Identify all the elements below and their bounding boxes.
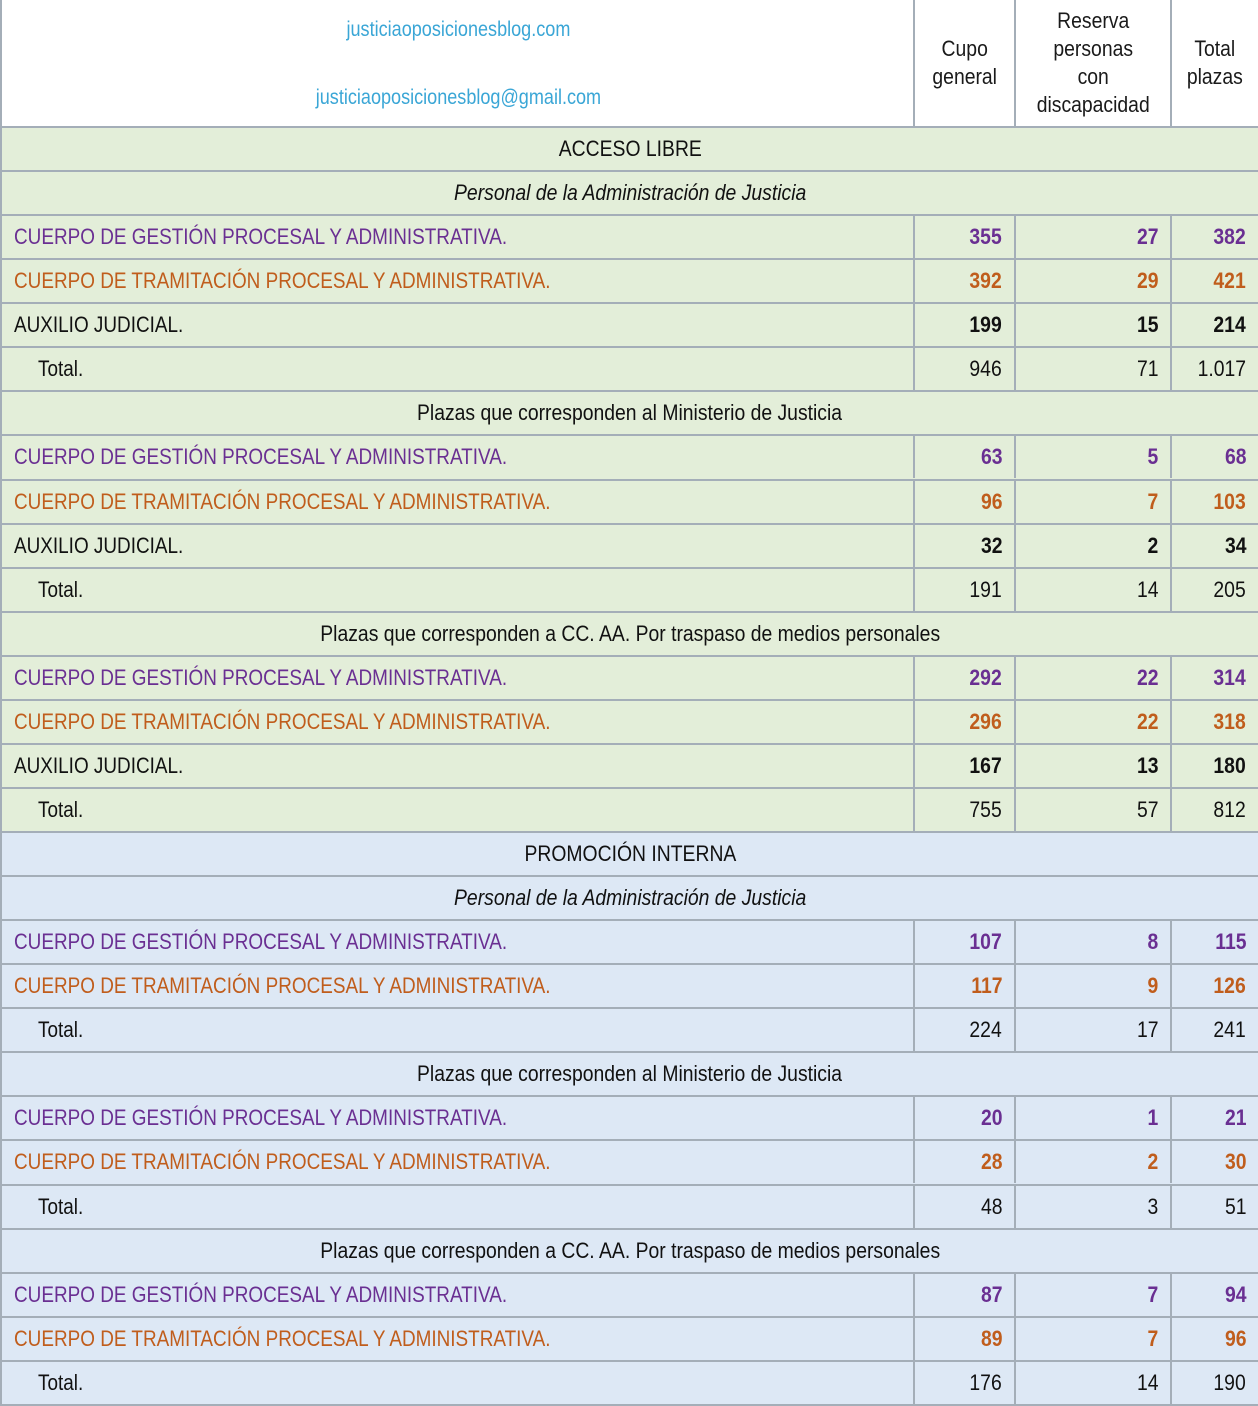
section-header xyxy=(0,128,1258,172)
total-plazas-value-text: 30 xyxy=(1224,1149,1246,1175)
reserva-value xyxy=(1014,525,1170,567)
subsection-header xyxy=(0,877,1258,921)
row-label-text: AUXILIO JUDICIAL. xyxy=(14,532,184,558)
cupo-general-value xyxy=(913,701,1014,743)
subsection-title: Personal de la Administración de Justicia xyxy=(453,180,807,206)
row-label xyxy=(14,436,913,478)
reserva-value-text: 57 xyxy=(1136,796,1158,822)
reserva-value-text: 71 xyxy=(1136,356,1158,382)
cupo-general-value-text: 167 xyxy=(969,752,1002,778)
cupo-general-value-text: 20 xyxy=(980,1105,1002,1131)
total-plazas-value-text: 314 xyxy=(1213,664,1246,690)
row-label-text: CUERPO DE TRAMITACIÓN PROCESAL Y ADMINISTRATIVA. xyxy=(14,488,551,514)
total-plazas-value-text: 214 xyxy=(1213,312,1246,338)
cupo-general-value-text: 96 xyxy=(980,488,1002,514)
total-row xyxy=(0,1362,1258,1406)
total-plazas-value xyxy=(1170,304,1258,346)
cupo-general-value xyxy=(913,789,1014,831)
row-label xyxy=(38,789,937,831)
reserva-value xyxy=(1014,1186,1170,1228)
total-plazas-value-text: 34 xyxy=(1224,532,1246,558)
table-row xyxy=(0,436,1258,480)
subsection-header xyxy=(0,392,1258,436)
total-row xyxy=(0,1186,1258,1230)
column-header-cupo-general-label: Cupo general xyxy=(932,36,997,89)
row-label xyxy=(14,1318,913,1360)
subsection-header xyxy=(0,613,1258,657)
subsection-title: Plazas que corresponden a CC. AA. Por traspaso de medios personales xyxy=(320,620,940,646)
cupo-general-value-text: 89 xyxy=(980,1325,1002,1351)
row-label-text: CUERPO DE TRAMITACIÓN PROCESAL Y ADMINISTRATIVA. xyxy=(14,708,551,734)
total-row xyxy=(0,569,1258,613)
total-plazas-value-text: 103 xyxy=(1213,488,1246,514)
reserva-value xyxy=(1014,965,1170,1007)
cupo-general-value-text: 191 xyxy=(969,576,1002,602)
cupo-general-value-text: 176 xyxy=(969,1369,1002,1395)
total-plazas-value xyxy=(1170,1274,1258,1316)
reserva-value xyxy=(1014,348,1170,390)
cupo-general-value xyxy=(913,436,1014,478)
cupo-general-value xyxy=(913,1274,1014,1316)
cupo-general-value-text: 946 xyxy=(969,356,1002,382)
total-row xyxy=(0,348,1258,392)
reserva-value xyxy=(1014,260,1170,302)
reserva-value-text: 14 xyxy=(1136,1369,1158,1395)
cupo-general-value-text: 107 xyxy=(969,929,1002,955)
row-label-text: Total. xyxy=(38,796,84,822)
total-plazas-value-text: 96 xyxy=(1224,1325,1246,1351)
section-header xyxy=(0,833,1258,877)
reserva-value xyxy=(1014,701,1170,743)
total-plazas-value xyxy=(1170,657,1258,699)
table-row xyxy=(0,525,1258,569)
reserva-value-text: 9 xyxy=(1147,973,1158,999)
total-plazas-value xyxy=(1170,216,1258,258)
total-plazas-value xyxy=(1170,348,1258,390)
table-row xyxy=(0,1274,1258,1318)
reserva-value xyxy=(1014,304,1170,346)
row-label xyxy=(38,1186,937,1228)
total-plazas-value-text: 115 xyxy=(1214,929,1246,955)
row-label xyxy=(14,965,913,1007)
reserva-value xyxy=(1014,1009,1170,1051)
reserva-value xyxy=(1014,921,1170,963)
total-plazas-value xyxy=(1170,745,1258,787)
reserva-value-text: 2 xyxy=(1147,532,1158,558)
subsection-title: Plazas que corresponden al Ministerio de Justicia xyxy=(417,400,843,426)
total-plazas-value xyxy=(1170,1009,1258,1051)
row-label xyxy=(14,921,913,963)
table-row xyxy=(0,657,1258,701)
reserva-value xyxy=(1014,216,1170,258)
cupo-general-value-text: 87 xyxy=(980,1281,1002,1307)
table-header xyxy=(0,0,1258,128)
row-label xyxy=(38,1009,937,1051)
total-plazas-value xyxy=(1170,569,1258,611)
row-label-text: CUERPO DE GESTIÓN PROCESAL Y ADMINISTRATIVA. xyxy=(14,1105,508,1131)
total-plazas-value xyxy=(1170,701,1258,743)
cupo-general-value xyxy=(913,1318,1014,1360)
row-label xyxy=(14,657,913,699)
cupo-general-value xyxy=(913,348,1014,390)
table-row xyxy=(0,965,1258,1009)
reserva-value-text: 22 xyxy=(1136,708,1158,734)
reserva-value xyxy=(1014,1318,1170,1360)
reserva-value-text: 7 xyxy=(1147,1281,1158,1307)
total-plazas-value-text: 812 xyxy=(1213,796,1246,822)
reserva-value-text: 3 xyxy=(1147,1193,1158,1219)
total-plazas-value xyxy=(1170,525,1258,567)
total-row xyxy=(0,1009,1258,1053)
total-plazas-value xyxy=(1170,789,1258,831)
email-link[interactable]: justiciaoposicionesblog@gmail.com xyxy=(315,86,602,109)
row-label-text: CUERPO DE GESTIÓN PROCESAL Y ADMINISTRATIVA. xyxy=(14,1281,508,1307)
subsection-title: Plazas que corresponden a CC. AA. Por traspaso de medios personales xyxy=(320,1237,940,1263)
row-label xyxy=(14,216,913,258)
total-plazas-value-text: 382 xyxy=(1213,224,1246,250)
row-label-text: CUERPO DE TRAMITACIÓN PROCESAL Y ADMINISTRATIVA. xyxy=(14,1325,551,1351)
cupo-general-value-text: 199 xyxy=(969,312,1002,338)
reserva-value-text: 17 xyxy=(1136,1017,1158,1043)
total-plazas-value-text: 126 xyxy=(1213,973,1246,999)
reserva-value-text: 29 xyxy=(1136,268,1158,294)
reserva-value-text: 7 xyxy=(1147,488,1158,514)
website-link[interactable]: justiciaoposicionesblog.com xyxy=(346,18,571,41)
cupo-general-value xyxy=(913,1186,1014,1228)
cupo-general-value xyxy=(913,525,1014,567)
table-row xyxy=(0,1318,1258,1362)
row-label-text: CUERPO DE GESTIÓN PROCESAL Y ADMINISTRATIVA. xyxy=(14,444,508,470)
cupo-general-value xyxy=(913,1097,1014,1139)
total-plazas-value xyxy=(1170,921,1258,963)
row-label-text: Total. xyxy=(38,1193,84,1219)
row-label-text: AUXILIO JUDICIAL. xyxy=(14,312,184,338)
cupo-general-value xyxy=(913,304,1014,346)
total-plazas-value xyxy=(1170,260,1258,302)
column-header-cupo-general xyxy=(913,0,1014,126)
table-row xyxy=(0,260,1258,304)
reserva-value-text: 13 xyxy=(1136,752,1158,778)
row-label-text: CUERPO DE TRAMITACIÓN PROCESAL Y ADMINISTRATIVA. xyxy=(14,268,551,294)
total-plazas-value xyxy=(1170,436,1258,478)
row-label xyxy=(14,304,913,346)
row-label xyxy=(14,745,913,787)
total-plazas-value-text: 1.017 xyxy=(1197,356,1246,382)
cupo-general-value-text: 296 xyxy=(969,708,1002,734)
cupo-general-value-text: 48 xyxy=(980,1193,1002,1219)
column-header-total-plazas xyxy=(1170,0,1258,126)
cupo-general-value xyxy=(913,965,1014,1007)
row-label-text: CUERPO DE GESTIÓN PROCESAL Y ADMINISTRATIVA. xyxy=(14,224,508,250)
total-plazas-value xyxy=(1170,1362,1258,1404)
header-links-cell xyxy=(0,0,913,126)
row-label-text: CUERPO DE TRAMITACIÓN PROCESAL Y ADMINISTRATIVA. xyxy=(14,1149,551,1175)
total-plazas-value-text: 21 xyxy=(1224,1105,1246,1131)
row-label-text: Total. xyxy=(38,1017,84,1043)
row-label xyxy=(14,701,913,743)
total-plazas-value-text: 180 xyxy=(1213,752,1246,778)
row-label-text: Total. xyxy=(38,1369,84,1395)
cupo-general-value xyxy=(913,921,1014,963)
total-plazas-value xyxy=(1170,1141,1258,1183)
column-header-reserva-label: Reserva personas con discapacidad xyxy=(1036,8,1150,117)
reserva-value xyxy=(1014,1141,1170,1183)
row-label-text: AUXILIO JUDICIAL. xyxy=(14,752,184,778)
cupo-general-value xyxy=(913,481,1014,523)
reserva-value xyxy=(1014,1274,1170,1316)
cupo-general-value-text: 755 xyxy=(969,796,1002,822)
reserva-value-text: 1 xyxy=(1147,1105,1158,1131)
cupo-general-value xyxy=(913,1009,1014,1051)
reserva-value-text: 14 xyxy=(1136,576,1158,602)
row-label xyxy=(14,1097,913,1139)
subsection-header xyxy=(0,1230,1258,1274)
reserva-value xyxy=(1014,657,1170,699)
row-label xyxy=(14,525,913,567)
cupo-general-value-text: 224 xyxy=(969,1017,1002,1043)
table-body xyxy=(0,128,1258,1406)
subsection-title: Plazas que corresponden al Ministerio de Justicia xyxy=(417,1061,843,1087)
row-label-text: Total. xyxy=(38,576,84,602)
reserva-value xyxy=(1014,789,1170,831)
column-header-reserva-discapacidad xyxy=(1014,0,1170,126)
total-plazas-value-text: 68 xyxy=(1224,444,1246,470)
table-row xyxy=(0,701,1258,745)
row-label xyxy=(14,1141,913,1183)
reserva-value xyxy=(1014,436,1170,478)
table-row xyxy=(0,921,1258,965)
total-plazas-value-text: 421 xyxy=(1213,268,1246,294)
cupo-general-value-text: 292 xyxy=(969,664,1002,690)
reserva-value xyxy=(1014,569,1170,611)
total-plazas-value xyxy=(1170,1318,1258,1360)
row-label xyxy=(38,348,937,390)
reserva-value-text: 2 xyxy=(1147,1149,1158,1175)
cupo-general-value-text: 392 xyxy=(969,268,1002,294)
total-plazas-value xyxy=(1170,1097,1258,1139)
table-row xyxy=(0,745,1258,789)
total-plazas-value-text: 190 xyxy=(1213,1369,1246,1395)
reserva-value-text: 8 xyxy=(1147,929,1158,955)
reserva-value-text: 5 xyxy=(1147,444,1158,470)
total-plazas-value-text: 205 xyxy=(1213,576,1246,602)
table-row xyxy=(0,216,1258,260)
total-plazas-value-text: 94 xyxy=(1224,1281,1246,1307)
section-title: ACCESO LIBRE xyxy=(558,136,702,162)
table-row xyxy=(0,304,1258,348)
table-row xyxy=(0,1097,1258,1141)
subsection-title: Personal de la Administración de Justicia xyxy=(453,885,807,911)
row-label-text: CUERPO DE GESTIÓN PROCESAL Y ADMINISTRATIVA. xyxy=(14,929,508,955)
reserva-value xyxy=(1014,481,1170,523)
total-plazas-value xyxy=(1170,481,1258,523)
cupo-general-value xyxy=(913,260,1014,302)
row-label-text: Total. xyxy=(38,356,84,382)
cupo-general-value-text: 117 xyxy=(970,973,1002,999)
cupo-general-value-text: 63 xyxy=(980,444,1002,470)
reserva-value xyxy=(1014,1097,1170,1139)
cupo-general-value xyxy=(913,216,1014,258)
reserva-value-text: 15 xyxy=(1136,312,1158,338)
total-plazas-value xyxy=(1170,1186,1258,1228)
total-plazas-value-text: 318 xyxy=(1213,708,1246,734)
cupo-general-value xyxy=(913,569,1014,611)
row-label xyxy=(38,1362,937,1404)
row-label-text: CUERPO DE GESTIÓN PROCESAL Y ADMINISTRATIVA. xyxy=(14,664,508,690)
row-label-text: CUERPO DE TRAMITACIÓN PROCESAL Y ADMINISTRATIVA. xyxy=(14,973,551,999)
cupo-general-value-text: 355 xyxy=(969,224,1002,250)
total-plazas-value-text: 51 xyxy=(1224,1193,1246,1219)
reserva-value xyxy=(1014,1362,1170,1404)
cupo-general-value-text: 28 xyxy=(980,1149,1002,1175)
total-plazas-value-text: 241 xyxy=(1213,1017,1246,1043)
reserva-value-text: 27 xyxy=(1136,224,1158,250)
section-title: PROMOCIÓN INTERNA xyxy=(524,841,736,867)
table-row xyxy=(0,1141,1258,1185)
reserva-value-text: 7 xyxy=(1147,1325,1158,1351)
table-row xyxy=(0,481,1258,525)
cupo-general-value xyxy=(913,657,1014,699)
cupo-general-value xyxy=(913,745,1014,787)
reserva-value-text: 22 xyxy=(1136,664,1158,690)
row-label xyxy=(14,481,913,523)
cupo-general-value xyxy=(913,1141,1014,1183)
row-label xyxy=(14,260,913,302)
row-label xyxy=(38,569,937,611)
cupo-general-value-text: 32 xyxy=(980,532,1002,558)
subsection-header xyxy=(0,172,1258,216)
total-row xyxy=(0,789,1258,833)
subsection-header xyxy=(0,1053,1258,1097)
cupo-general-value xyxy=(913,1362,1014,1404)
row-label xyxy=(14,1274,913,1316)
column-header-total-label: Total plazas xyxy=(1187,36,1243,89)
total-plazas-value xyxy=(1170,965,1258,1007)
reserva-value xyxy=(1014,745,1170,787)
